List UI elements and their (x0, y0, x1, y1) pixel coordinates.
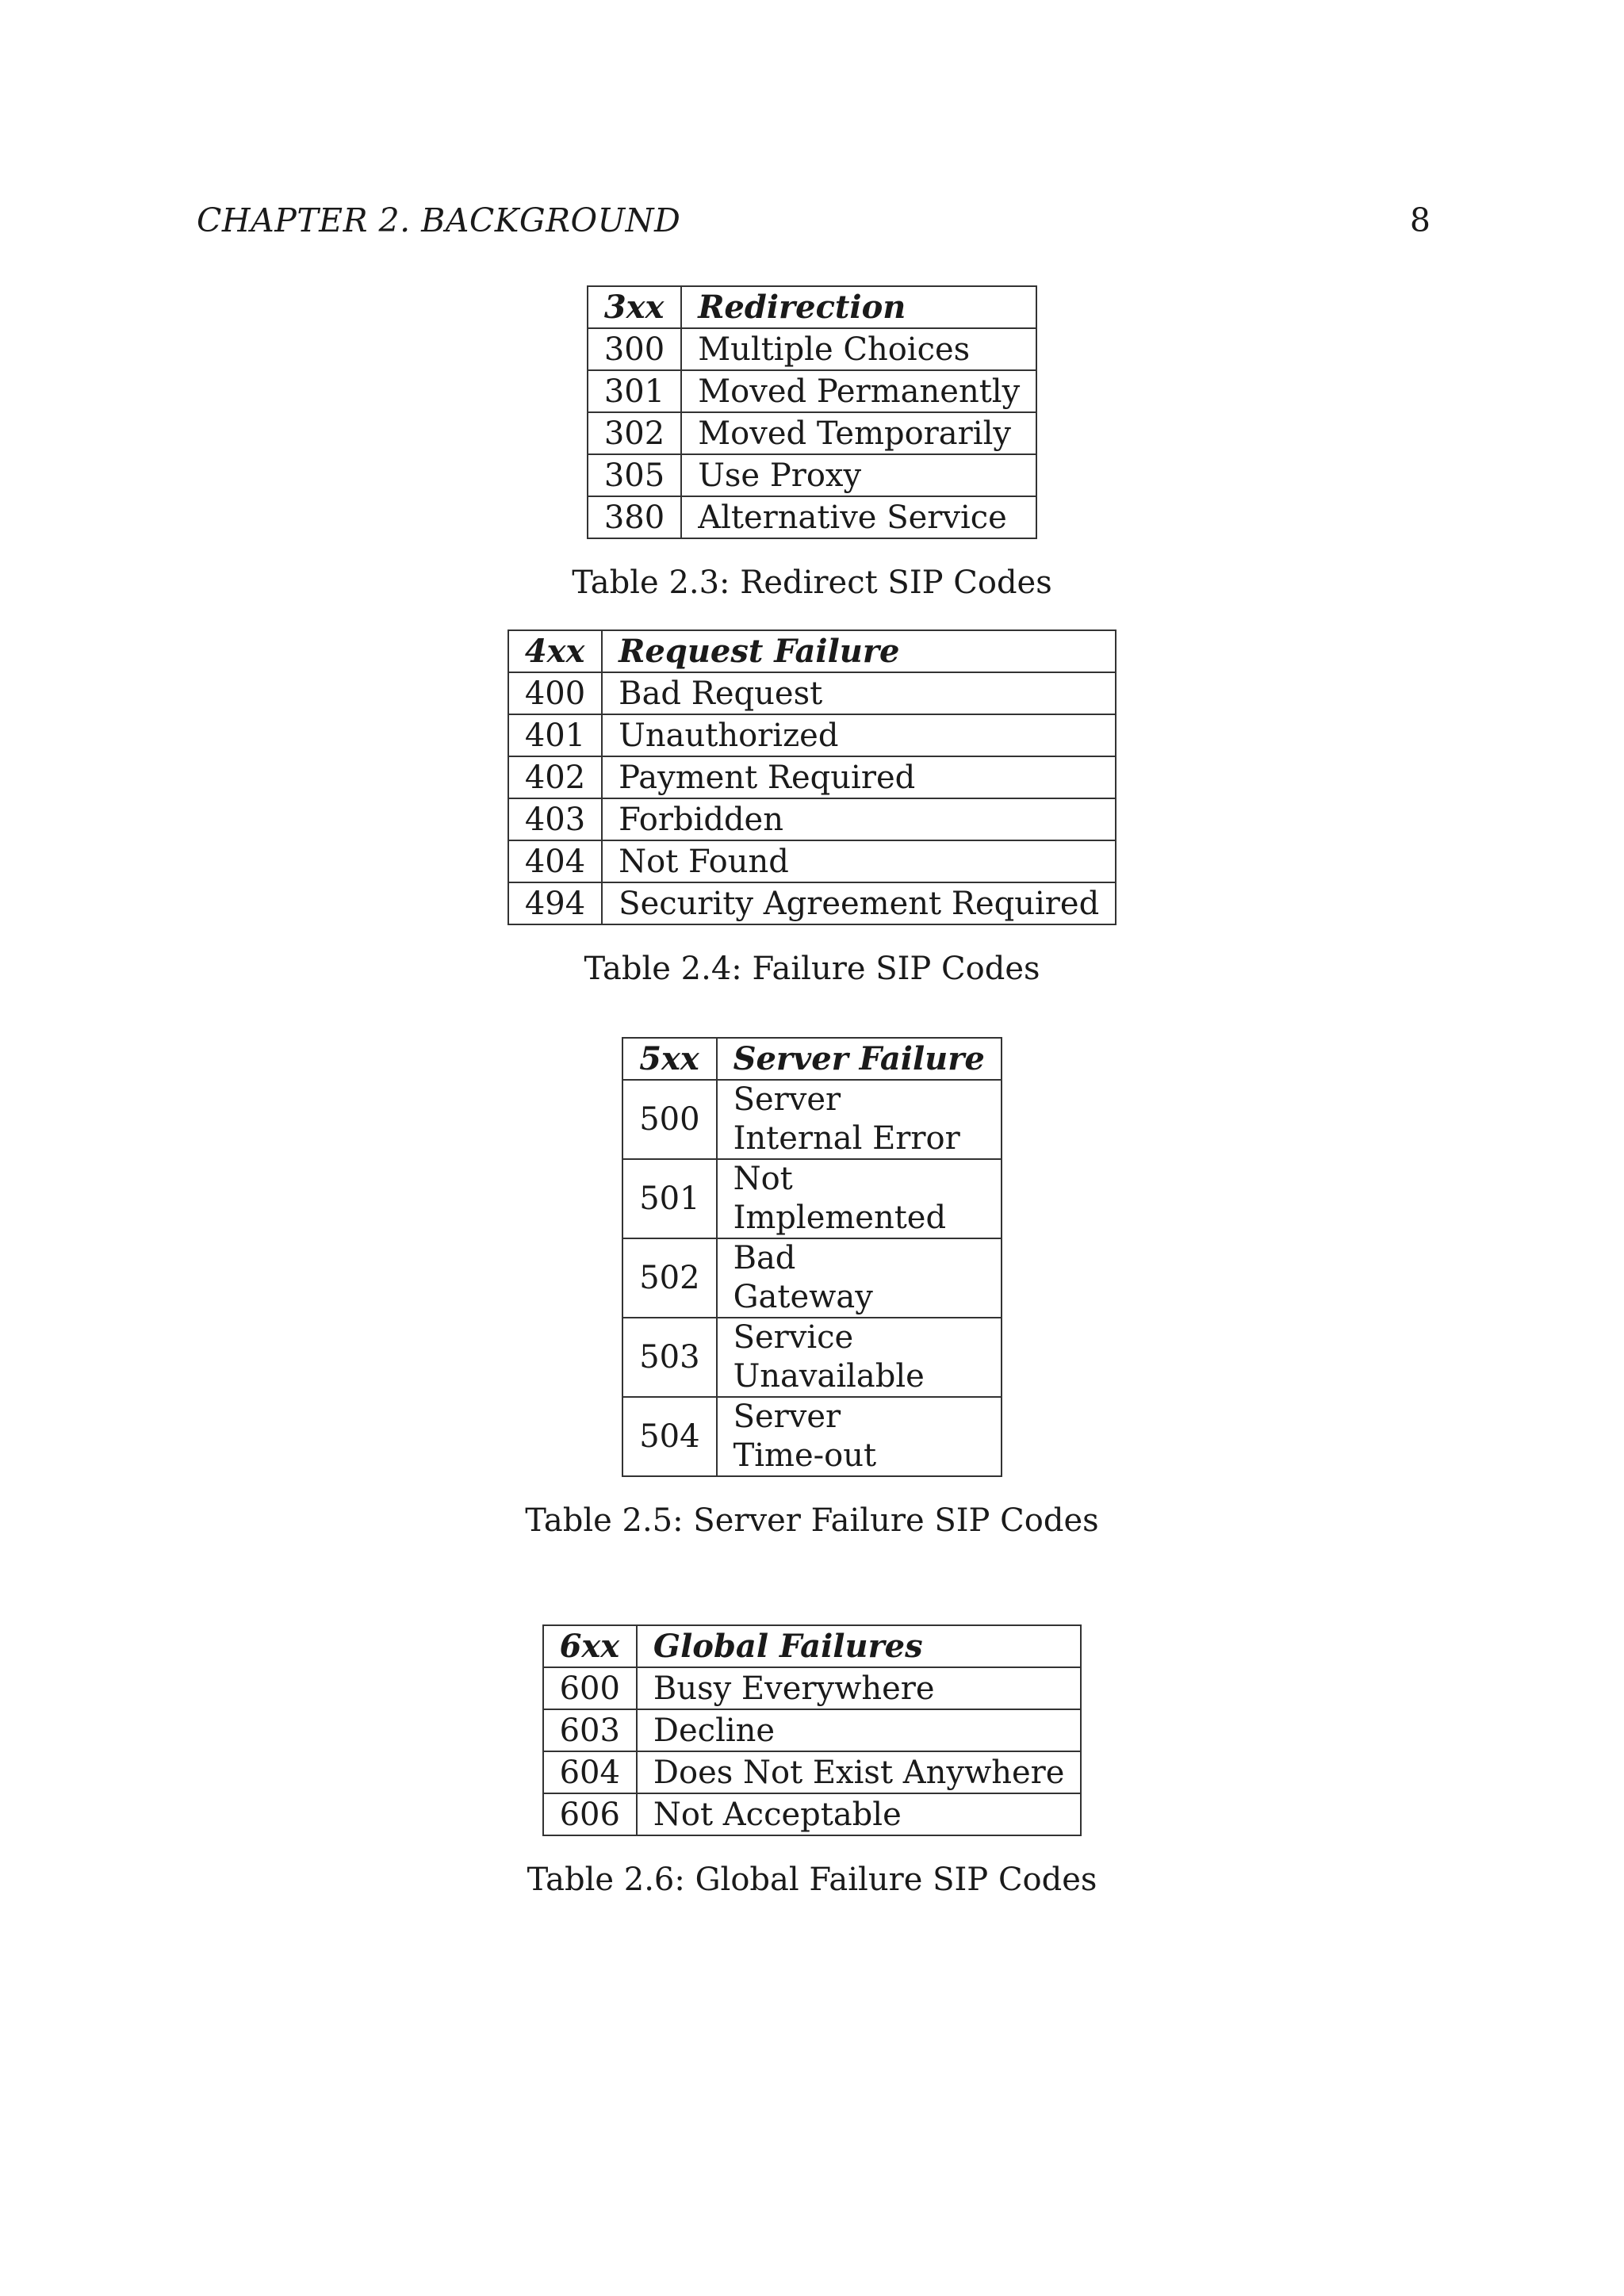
status-description: Security Agreement Required (602, 882, 1116, 924)
status-description: Not Acceptable (637, 1793, 1082, 1835)
table-header-row (622, 1038, 1002, 1080)
table-row (622, 1238, 1002, 1318)
server-failure-codes-table (622, 1037, 1002, 1477)
status-code: 300 (588, 328, 681, 370)
description-line: Service (733, 1319, 854, 1356)
table-row (508, 882, 1116, 924)
table-header-row (543, 1625, 1082, 1667)
table-caption: Table 2.3: Redirect SIP Codes (572, 564, 1052, 601)
status-code: 302 (588, 412, 681, 454)
table-block-request-failure (0, 629, 1624, 989)
status-description (717, 1318, 1002, 1397)
table-caption: Table 2.6: Global Failure SIP Codes (527, 1862, 1097, 1898)
table-row (588, 496, 1036, 538)
status-code: 402 (508, 756, 602, 798)
chapter-title: CHAPTER 2. BACKGROUND (197, 201, 681, 239)
description-line: Server (733, 1081, 841, 1118)
status-description: Moved Permanently (681, 370, 1036, 412)
status-description (717, 1397, 1002, 1476)
description-line: Implemented (733, 1200, 947, 1236)
status-code: 403 (508, 798, 602, 840)
table-row (622, 1318, 1002, 1397)
table-row (543, 1751, 1082, 1793)
table-header-row (588, 286, 1036, 328)
status-description: Not Found (602, 840, 1116, 882)
status-description: Payment Required (602, 756, 1116, 798)
status-code: 404 (508, 840, 602, 882)
status-description (717, 1159, 1002, 1238)
table-row (622, 1159, 1002, 1238)
description-line: Internal Error (733, 1120, 960, 1157)
header-code-class: 3xx (588, 286, 681, 328)
status-description: Busy Everywhere (637, 1667, 1082, 1709)
redirect-codes-table (587, 285, 1037, 539)
table-block-server-failure (0, 1037, 1624, 1540)
status-code: 380 (588, 496, 681, 538)
status-description: Multiple Choices (681, 328, 1036, 370)
header-code-class: 6xx (543, 1625, 637, 1667)
table-row (588, 328, 1036, 370)
description-line: Not (733, 1161, 793, 1197)
status-code: 604 (543, 1751, 637, 1793)
status-code: 504 (622, 1397, 716, 1476)
status-description (717, 1080, 1002, 1159)
header-category: Request Failure (602, 630, 1116, 672)
table-row (508, 756, 1116, 798)
description-line: Bad (733, 1240, 796, 1276)
header-code-class: 5xx (622, 1038, 716, 1080)
status-description: Decline (637, 1709, 1082, 1751)
table-caption: Table 2.4: Failure SIP Codes (584, 951, 1040, 987)
status-code: 600 (543, 1667, 637, 1709)
status-description: Bad Request (602, 672, 1116, 714)
table-row (622, 1080, 1002, 1159)
table-row (543, 1709, 1082, 1751)
running-header (197, 197, 1431, 244)
header-category: Global Failures (637, 1625, 1082, 1667)
table-row (622, 1397, 1002, 1476)
status-code: 502 (622, 1238, 716, 1318)
status-description: Forbidden (602, 798, 1116, 840)
status-code: 606 (543, 1793, 637, 1835)
page-number: 8 (1409, 201, 1431, 239)
header-category: Server Failure (717, 1038, 1002, 1080)
status-code: 301 (588, 370, 681, 412)
table-row (508, 672, 1116, 714)
global-failure-codes-table (542, 1624, 1082, 1836)
header-category: Redirection (681, 286, 1036, 328)
table-row (543, 1667, 1082, 1709)
failure-codes-table (508, 629, 1116, 925)
table-row (588, 454, 1036, 496)
table-row (508, 798, 1116, 840)
status-code: 501 (622, 1159, 716, 1238)
status-code: 603 (543, 1709, 637, 1751)
table-row (588, 412, 1036, 454)
header-code-class: 4xx (508, 630, 602, 672)
status-description: Use Proxy (681, 454, 1036, 496)
table-block-global-failure (0, 1624, 1624, 1900)
table-header-row (508, 630, 1116, 672)
status-code: 401 (508, 714, 602, 756)
status-description: Unauthorized (602, 714, 1116, 756)
status-code: 494 (508, 882, 602, 924)
table-caption: Table 2.5: Server Failure SIP Codes (525, 1502, 1099, 1539)
status-code: 400 (508, 672, 602, 714)
table-row (588, 370, 1036, 412)
table-row (543, 1793, 1082, 1835)
table-block-redirect (0, 285, 1624, 603)
table-row (508, 840, 1116, 882)
status-description: Moved Temporarily (681, 412, 1036, 454)
status-description: Does Not Exist Anywhere (637, 1751, 1082, 1793)
description-line: Time-out (733, 1437, 877, 1474)
description-line: Gateway (733, 1279, 873, 1315)
status-code: 503 (622, 1318, 716, 1397)
status-description (717, 1238, 1002, 1318)
status-code: 305 (588, 454, 681, 496)
table-row (508, 714, 1116, 756)
description-line: Unavailable (733, 1358, 925, 1395)
description-line: Server (733, 1399, 841, 1435)
status-description: Alternative Service (681, 496, 1036, 538)
status-code: 500 (622, 1080, 716, 1159)
